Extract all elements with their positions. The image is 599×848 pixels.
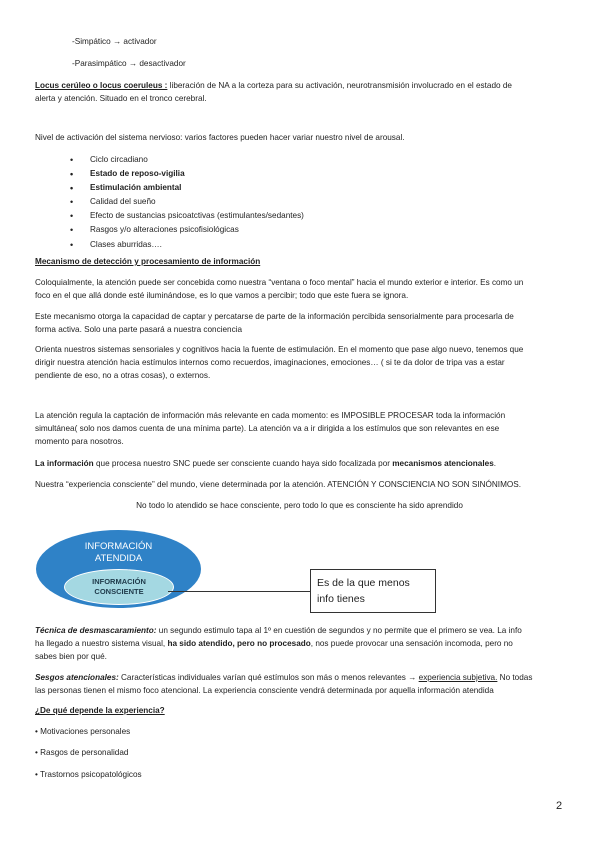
locus-term: Locus cerúleo o locus coeruleus : xyxy=(35,81,168,90)
regula-line: momento para nosotros. xyxy=(35,437,124,446)
mecanismo-line: Este mecanismo otorga la capacidad de captar y percatarse de parte de la información percibida sensorialmente para procesarla de xyxy=(35,312,514,321)
snc-bold: La información xyxy=(35,459,94,468)
factor-text: Estado de reposo-vigilia xyxy=(90,169,185,179)
locus-text-2: alerta y atención. Situado en el tronco cerebral. xyxy=(35,94,207,103)
orienta-line: pendiente de eso, no a otras cosas), o externos. xyxy=(35,371,211,380)
orienta-line: Orienta nuestros sistemas sensoriales y cognitivos hacia la fuente de estimulación. En el momento que pase algo nuevo, tenemos que xyxy=(35,345,524,354)
list-item xyxy=(70,167,304,181)
conscious-info-label xyxy=(64,577,174,597)
snc-end: . xyxy=(493,459,497,468)
tecnica-term: Técnica de desmascaramiento: xyxy=(35,626,157,635)
factor-text: Calidad del sueño xyxy=(90,197,156,207)
list-item xyxy=(70,223,304,237)
tecnica-text: ha llegado a nuestro sistema visual, xyxy=(35,639,168,648)
coloquial-paragraph xyxy=(35,276,565,302)
snc-bold-2: mecanismos atencionales xyxy=(392,459,494,468)
factor-text: Clases aburridas…. xyxy=(90,239,162,249)
mecanismo-paragraph xyxy=(35,310,565,336)
list-item: • Motivaciones personales xyxy=(35,727,131,736)
callout-line: Es de la que menos xyxy=(317,577,410,589)
sesgos-text: Características individuales varían qué estímulos son más o menos relevantes → xyxy=(118,673,419,682)
list-item xyxy=(70,238,304,252)
orienta-paragraph xyxy=(35,343,565,382)
list-item xyxy=(70,209,304,223)
simpatico-item: -Simpático → activador xyxy=(72,37,157,46)
tecnica-text: , nos puede provocar una sensación incomoda, pero no xyxy=(310,639,513,648)
locus-paragraph xyxy=(35,79,565,105)
list-item xyxy=(70,153,304,167)
tecnica-text: sabes bien por qué. xyxy=(35,652,107,661)
experiencia-paragraph: Nuestra “experiencia consciente” del mundo, viene determinada por la atención. ATENCIÓN Y CONSCIENCIA NO SON SINÓNIMOS. xyxy=(35,480,521,489)
attended-label-line: ATENDIDA xyxy=(94,553,143,564)
conscious-label-line: INFORMACIÓN xyxy=(92,577,146,586)
list-item: • Rasgos de personalidad xyxy=(35,748,129,757)
question-heading: ¿De qué depende la experiencia? xyxy=(35,706,165,715)
sesgos-text: No todas xyxy=(497,673,533,682)
callout-connector xyxy=(168,591,310,592)
conscious-label-line: CONSCIENTE xyxy=(94,587,144,596)
snc-paragraph xyxy=(35,457,565,470)
regula-line: La atención regula la captación de información más relevante en cada momento: es IMPOSIBLE PROCESAR toda la información xyxy=(35,411,506,420)
mecanismo-heading: Mecanismo de detección y procesamiento de información xyxy=(35,257,261,266)
attended-label-line: INFORMACIÓN xyxy=(84,541,153,552)
sesgos-underlined: experiencia subjetiva. xyxy=(418,673,498,682)
locus-text: liberación de NA a la corteza para su activación, neurotransmisión involucrado en el estado de xyxy=(167,81,512,90)
coloquial-line: foco en el que allá donde esté iluminándose, es lo que vamos a percibir; todo que este fuera se ignora. xyxy=(35,291,409,300)
page-number: 2 xyxy=(556,800,563,812)
factor-text: Rasgos y/o alteraciones psicofisiológicas xyxy=(90,225,239,235)
parasimpatico-item: -Parasimpático → desactivador xyxy=(72,59,186,68)
list-item xyxy=(70,195,304,209)
tecnica-bold: ha sido atendido, pero no procesado xyxy=(167,639,311,648)
sesgos-term: Sesgos atencionales: xyxy=(35,673,119,682)
mecanismo-line: forma activa. Solo una parte pasará a nuestra conciencia xyxy=(35,325,243,334)
orienta-line: dirigir nuestra atención hacia estímulos internos como recuerdos, imaginaciones, emociones… ( si te da dolor de tripa vas a estar xyxy=(35,358,505,367)
list-item xyxy=(70,181,304,195)
tecnica-text: un segundo estimulo tapa al 1º en cuestión de segundos y no permite que el primero se vea. La info xyxy=(156,626,522,635)
callout-box xyxy=(310,569,436,613)
regula-line: simultánea( solo nos damos cuenta de una mínima parte). La atención va a ir dirigida a los estímulos que son relevantes en ese xyxy=(35,424,500,433)
factor-text: Ciclo circadiano xyxy=(90,155,148,164)
arousal-intro: Nivel de activación del sistema nervioso: varios factores pueden hacer variar nuestro nivel de arousal. xyxy=(35,133,405,142)
factor-text: Estimulación ambiental xyxy=(90,183,182,193)
arousal-factors-list xyxy=(70,153,304,252)
regula-paragraph xyxy=(35,409,565,448)
snc-text: que procesa nuestro SNC puede ser consciente cuando haya sido focalizada por xyxy=(93,459,393,468)
centered-statement: No todo lo atendido se hace consciente, pero todo lo que es consciente ha sido aprendido xyxy=(136,501,463,510)
sesgos-text: las personas tienen el mismo foco atencional. La experiencia consciente vendrá determinada por aquella información atendida xyxy=(35,686,494,695)
callout-line: info tienes xyxy=(317,593,365,605)
sesgos-paragraph xyxy=(35,671,565,697)
coloquial-line: Coloquialmente, la atención puede ser concebida como nuestra “ventana o foco mental” hacia el mundo exterior e interior. Es como un xyxy=(35,278,524,287)
list-item: • Trastornos psicopatológicos xyxy=(35,770,142,779)
factor-text: Efecto de sustancias psicoatctivas (estimulantes/sedantes) xyxy=(90,211,304,221)
tecnica-paragraph xyxy=(35,624,565,663)
attended-info-label xyxy=(36,541,201,565)
